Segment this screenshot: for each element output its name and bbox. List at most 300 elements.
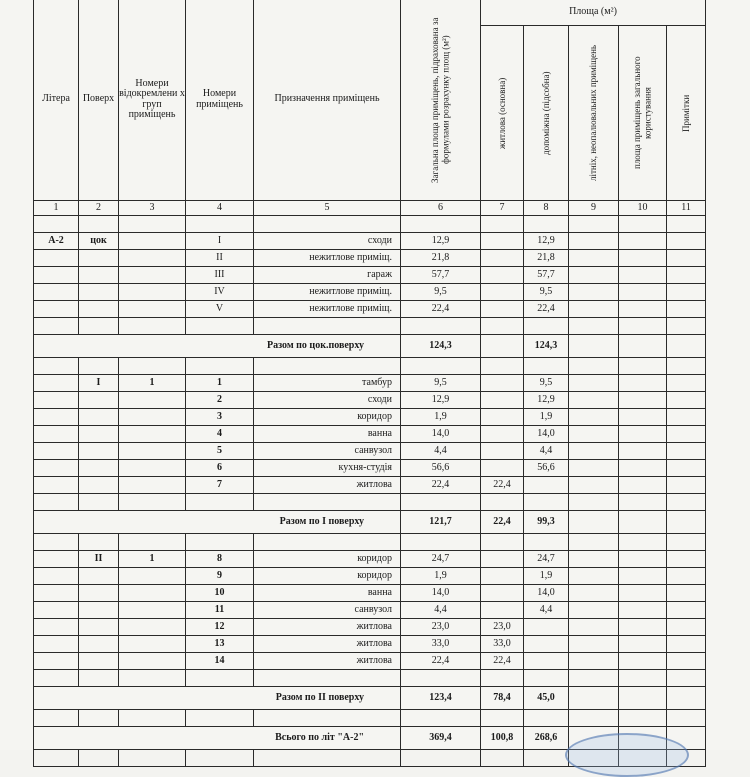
- floor-cell: [79, 568, 119, 585]
- floor-cell: [79, 460, 119, 477]
- table-row: [34, 477, 706, 494]
- empty-cell: [481, 216, 524, 233]
- header-auxiliary-text: допоміжна (підсобна): [540, 71, 551, 155]
- empty-cell: [619, 443, 667, 460]
- empty-cell: [481, 750, 524, 767]
- room-purpose: коридор: [254, 409, 401, 426]
- empty-cell: [186, 670, 254, 687]
- room-number: ІІІ: [186, 267, 254, 284]
- empty-cell: [667, 318, 706, 335]
- subtotal-aux: 99,3: [524, 511, 569, 534]
- room-total-area: 9,5: [401, 284, 481, 301]
- room-number: ІІ: [186, 250, 254, 267]
- empty-cell: [569, 460, 619, 477]
- group-cell: 1: [119, 375, 186, 392]
- empty-cell: [79, 750, 119, 767]
- group-cell: [119, 568, 186, 585]
- group-cell: [119, 602, 186, 619]
- room-living-area: [481, 602, 524, 619]
- empty-cell: [524, 216, 569, 233]
- room-number: 8: [186, 551, 254, 568]
- table-row: [34, 619, 706, 636]
- empty-cell: [667, 619, 706, 636]
- room-aux-area: [524, 636, 569, 653]
- empty-row: [34, 710, 706, 727]
- empty-cell: [667, 392, 706, 409]
- floor-cell: І: [79, 375, 119, 392]
- room-number: 7: [186, 477, 254, 494]
- empty-row: [34, 318, 706, 335]
- group-cell: [119, 653, 186, 670]
- empty-cell: [79, 494, 119, 511]
- empty-cell: [34, 710, 79, 727]
- group-cell: [119, 477, 186, 494]
- empty-cell: [667, 426, 706, 443]
- empty-cell: [569, 250, 619, 267]
- empty-cell: [524, 494, 569, 511]
- room-number: 9: [186, 568, 254, 585]
- empty-cell: [569, 670, 619, 687]
- empty-cell: [119, 534, 186, 551]
- empty-cell: [569, 551, 619, 568]
- room-purpose: житлова: [254, 636, 401, 653]
- group-cell: [119, 636, 186, 653]
- subtotal-aux: 124,3: [524, 335, 569, 358]
- header-purpose: Призначення приміщень: [254, 0, 401, 201]
- empty-row: [34, 534, 706, 551]
- room-purpose: кухня-студія: [254, 460, 401, 477]
- empty-cell: [401, 216, 481, 233]
- header-litera: Літера: [34, 0, 79, 201]
- room-total-area: 4,4: [401, 443, 481, 460]
- room-purpose: житлова: [254, 477, 401, 494]
- empty-cell: [119, 710, 186, 727]
- empty-cell: [186, 534, 254, 551]
- room-living-area: [481, 250, 524, 267]
- column-number: 2: [79, 201, 119, 216]
- group-cell: [119, 301, 186, 318]
- empty-cell: [667, 511, 706, 534]
- group-cell: [119, 409, 186, 426]
- empty-cell: [619, 460, 667, 477]
- empty-cell: [119, 216, 186, 233]
- column-number: 5: [254, 201, 401, 216]
- grand-total-total: 369,4: [401, 727, 481, 750]
- subtotal-label: Разом по ІІ поверху: [34, 687, 401, 710]
- empty-cell: [619, 602, 667, 619]
- empty-cell: [667, 534, 706, 551]
- empty-cell: [34, 318, 79, 335]
- room-aux-area: 9,5: [524, 284, 569, 301]
- litera-cell: [34, 426, 79, 443]
- header-area-group: Площа (м²): [481, 0, 706, 26]
- column-number: 3: [119, 201, 186, 216]
- table-row: [34, 392, 706, 409]
- empty-cell: [524, 358, 569, 375]
- header-notes: [667, 26, 706, 201]
- room-total-area: 9,5: [401, 375, 481, 392]
- room-total-area: 22,4: [401, 477, 481, 494]
- litera-cell: [34, 284, 79, 301]
- room-purpose: тамбур: [254, 375, 401, 392]
- litera-cell: [34, 301, 79, 318]
- floor-cell: [79, 301, 119, 318]
- room-aux-area: 4,4: [524, 443, 569, 460]
- litera-cell: [34, 460, 79, 477]
- empty-cell: [569, 284, 619, 301]
- empty-cell: [34, 670, 79, 687]
- litera-cell: [34, 375, 79, 392]
- column-number: 4: [186, 201, 254, 216]
- header-common: [619, 26, 667, 201]
- empty-cell: [401, 494, 481, 511]
- empty-cell: [119, 494, 186, 511]
- empty-cell: [619, 301, 667, 318]
- empty-cell: [186, 358, 254, 375]
- group-cell: [119, 250, 186, 267]
- floor-cell: ІІ: [79, 551, 119, 568]
- empty-cell: [619, 653, 667, 670]
- empty-cell: [569, 443, 619, 460]
- empty-cell: [667, 568, 706, 585]
- empty-cell: [619, 551, 667, 568]
- room-aux-area: 57,7: [524, 267, 569, 284]
- empty-cell: [667, 585, 706, 602]
- table-row: [34, 267, 706, 284]
- floor-cell: [79, 426, 119, 443]
- litera-cell: [34, 653, 79, 670]
- litera-cell: А-2: [34, 233, 79, 250]
- room-number: ІV: [186, 284, 254, 301]
- litera-cell: [34, 409, 79, 426]
- empty-cell: [481, 494, 524, 511]
- empty-cell: [619, 318, 667, 335]
- empty-cell: [481, 318, 524, 335]
- litera-cell: [34, 392, 79, 409]
- group-cell: [119, 267, 186, 284]
- room-total-area: 1,9: [401, 568, 481, 585]
- column-number: 10: [619, 201, 667, 216]
- empty-cell: [254, 534, 401, 551]
- table-row: [34, 653, 706, 670]
- subtotal-total: 123,4: [401, 687, 481, 710]
- empty-cell: [619, 568, 667, 585]
- room-total-area: 14,0: [401, 426, 481, 443]
- room-purpose: нежитлове приміщ.: [254, 250, 401, 267]
- empty-cell: [569, 602, 619, 619]
- empty-cell: [524, 710, 569, 727]
- room-purpose: нежитлове приміщ.: [254, 301, 401, 318]
- empty-cell: [619, 233, 667, 250]
- litera-cell: [34, 443, 79, 460]
- room-purpose: нежитлове приміщ.: [254, 284, 401, 301]
- column-number: 6: [401, 201, 481, 216]
- empty-cell: [667, 443, 706, 460]
- group-cell: [119, 233, 186, 250]
- table-row: [34, 460, 706, 477]
- header-floor: Поверх: [79, 0, 119, 201]
- subtotal-row: [34, 511, 706, 534]
- room-aux-area: 14,0: [524, 585, 569, 602]
- empty-cell: [569, 318, 619, 335]
- column-number: 1: [34, 201, 79, 216]
- empty-cell: [254, 318, 401, 335]
- stamp-seal: [565, 733, 689, 777]
- empty-cell: [401, 534, 481, 551]
- room-living-area: [481, 267, 524, 284]
- room-living-area: [481, 443, 524, 460]
- room-living-area: 22,4: [481, 477, 524, 494]
- room-living-area: [481, 551, 524, 568]
- area-table: [33, 0, 706, 767]
- header-summer-text: літніх, неопалювальних приміщень: [588, 45, 599, 182]
- header-living: [481, 26, 524, 201]
- group-cell: [119, 426, 186, 443]
- room-living-area: [481, 409, 524, 426]
- room-living-area: [481, 568, 524, 585]
- empty-row: [34, 216, 706, 233]
- empty-cell: [667, 477, 706, 494]
- empty-cell: [481, 534, 524, 551]
- litera-cell: [34, 568, 79, 585]
- room-aux-area: 21,8: [524, 250, 569, 267]
- table-row: [34, 443, 706, 460]
- room-number: 2: [186, 392, 254, 409]
- table-row: [34, 602, 706, 619]
- grand-total-aux: 268,6: [524, 727, 569, 750]
- empty-cell: [667, 335, 706, 358]
- empty-cell: [79, 318, 119, 335]
- empty-cell: [401, 670, 481, 687]
- litera-cell: [34, 267, 79, 284]
- group-cell: 1: [119, 551, 186, 568]
- room-total-area: 24,7: [401, 551, 481, 568]
- empty-cell: [254, 216, 401, 233]
- empty-cell: [569, 301, 619, 318]
- header-row-top: [34, 0, 706, 26]
- empty-cell: [619, 636, 667, 653]
- empty-cell: [524, 750, 569, 767]
- room-purpose: сходи: [254, 392, 401, 409]
- empty-cell: [619, 409, 667, 426]
- room-total-area: 33,0: [401, 636, 481, 653]
- table-row: [34, 568, 706, 585]
- room-living-area: [481, 284, 524, 301]
- empty-cell: [619, 477, 667, 494]
- header-total-area-text: Загальна площа приміщень, підрахована за формулами розрахунку площ (м²): [430, 16, 451, 183]
- litera-cell: [34, 585, 79, 602]
- room-aux-area: [524, 653, 569, 670]
- subtotal-row: [34, 687, 706, 710]
- empty-cell: [79, 710, 119, 727]
- empty-cell: [569, 375, 619, 392]
- floor-cell: [79, 619, 119, 636]
- floor-cell: цок: [79, 233, 119, 250]
- empty-cell: [524, 534, 569, 551]
- header-total-area: [401, 0, 481, 201]
- empty-cell: [569, 636, 619, 653]
- empty-row: [34, 494, 706, 511]
- empty-cell: [667, 216, 706, 233]
- empty-cell: [186, 318, 254, 335]
- empty-cell: [667, 233, 706, 250]
- room-aux-area: 22,4: [524, 301, 569, 318]
- room-aux-area: 14,0: [524, 426, 569, 443]
- empty-cell: [619, 710, 667, 727]
- room-total-area: 12,9: [401, 392, 481, 409]
- empty-cell: [667, 551, 706, 568]
- header-auxiliary: [524, 26, 569, 201]
- room-living-area: [481, 426, 524, 443]
- empty-cell: [186, 750, 254, 767]
- room-number: 12: [186, 619, 254, 636]
- table-row: [34, 233, 706, 250]
- empty-cell: [619, 534, 667, 551]
- room-aux-area: 12,9: [524, 233, 569, 250]
- table-row: [34, 284, 706, 301]
- empty-cell: [186, 494, 254, 511]
- room-total-area: 23,0: [401, 619, 481, 636]
- room-number: V: [186, 301, 254, 318]
- room-number: 14: [186, 653, 254, 670]
- floor-cell: [79, 267, 119, 284]
- room-purpose: санвузол: [254, 443, 401, 460]
- empty-cell: [569, 409, 619, 426]
- room-number: 11: [186, 602, 254, 619]
- empty-cell: [569, 392, 619, 409]
- empty-cell: [569, 511, 619, 534]
- empty-cell: [619, 426, 667, 443]
- room-living-area: 33,0: [481, 636, 524, 653]
- empty-cell: [119, 358, 186, 375]
- header-notes-text: Примітки: [680, 94, 691, 132]
- subtotal-living: 22,4: [481, 511, 524, 534]
- empty-cell: [667, 670, 706, 687]
- room-purpose: ванна: [254, 426, 401, 443]
- empty-cell: [79, 534, 119, 551]
- subtotal-label: Разом по І поверху: [34, 511, 401, 534]
- empty-cell: [569, 710, 619, 727]
- empty-cell: [667, 284, 706, 301]
- room-living-area: 22,4: [481, 653, 524, 670]
- room-living-area: [481, 585, 524, 602]
- litera-cell: [34, 619, 79, 636]
- empty-row: [34, 358, 706, 375]
- empty-cell: [119, 670, 186, 687]
- room-total-area: 1,9: [401, 409, 481, 426]
- room-aux-area: 24,7: [524, 551, 569, 568]
- empty-cell: [481, 710, 524, 727]
- empty-cell: [667, 301, 706, 318]
- empty-cell: [186, 216, 254, 233]
- empty-row: [34, 670, 706, 687]
- room-living-area: 23,0: [481, 619, 524, 636]
- room-total-area: 22,4: [401, 653, 481, 670]
- room-purpose: ванна: [254, 585, 401, 602]
- empty-cell: [619, 511, 667, 534]
- room-living-area: [481, 375, 524, 392]
- empty-cell: [254, 710, 401, 727]
- empty-cell: [619, 687, 667, 710]
- empty-cell: [667, 460, 706, 477]
- empty-cell: [619, 358, 667, 375]
- empty-cell: [667, 602, 706, 619]
- floor-cell: [79, 653, 119, 670]
- empty-cell: [619, 670, 667, 687]
- empty-cell: [667, 687, 706, 710]
- empty-cell: [481, 670, 524, 687]
- column-numbers-row: [34, 201, 706, 216]
- litera-cell: [34, 477, 79, 494]
- table-row: [34, 375, 706, 392]
- litera-cell: [34, 551, 79, 568]
- empty-cell: [569, 233, 619, 250]
- floor-cell: [79, 477, 119, 494]
- empty-cell: [569, 687, 619, 710]
- header-living-text: житлова (основна): [496, 77, 507, 149]
- empty-cell: [667, 653, 706, 670]
- empty-cell: [619, 619, 667, 636]
- room-total-area: 56,6: [401, 460, 481, 477]
- empty-cell: [667, 358, 706, 375]
- empty-cell: [254, 494, 401, 511]
- room-number: 3: [186, 409, 254, 426]
- room-number: 13: [186, 636, 254, 653]
- empty-cell: [569, 653, 619, 670]
- empty-cell: [667, 409, 706, 426]
- empty-cell: [569, 335, 619, 358]
- room-aux-area: 1,9: [524, 568, 569, 585]
- room-number: 1: [186, 375, 254, 392]
- table-row: [34, 585, 706, 602]
- room-number: І: [186, 233, 254, 250]
- empty-cell: [524, 670, 569, 687]
- empty-cell: [667, 636, 706, 653]
- grand-total-label: Всього по літ "А-2": [34, 727, 401, 750]
- empty-cell: [79, 670, 119, 687]
- room-total-area: 21,8: [401, 250, 481, 267]
- group-cell: [119, 284, 186, 301]
- litera-cell: [34, 636, 79, 653]
- room-purpose: санвузол: [254, 602, 401, 619]
- empty-cell: [79, 216, 119, 233]
- room-purpose: сходи: [254, 233, 401, 250]
- group-cell: [119, 460, 186, 477]
- room-aux-area: 1,9: [524, 409, 569, 426]
- empty-cell: [619, 250, 667, 267]
- empty-cell: [401, 710, 481, 727]
- empty-cell: [667, 267, 706, 284]
- empty-cell: [119, 750, 186, 767]
- room-aux-area: 9,5: [524, 375, 569, 392]
- subtotal-total: 124,3: [401, 335, 481, 358]
- empty-cell: [569, 534, 619, 551]
- empty-cell: [254, 670, 401, 687]
- room-purpose: житлова: [254, 653, 401, 670]
- empty-cell: [667, 494, 706, 511]
- room-total-area: 12,9: [401, 233, 481, 250]
- room-aux-area: 12,9: [524, 392, 569, 409]
- empty-cell: [569, 568, 619, 585]
- empty-cell: [401, 318, 481, 335]
- empty-cell: [34, 750, 79, 767]
- empty-cell: [619, 216, 667, 233]
- empty-cell: [619, 494, 667, 511]
- group-cell: [119, 443, 186, 460]
- room-total-area: 14,0: [401, 585, 481, 602]
- floor-cell: [79, 392, 119, 409]
- header-common-text: площа приміщень загального користування: [632, 56, 653, 170]
